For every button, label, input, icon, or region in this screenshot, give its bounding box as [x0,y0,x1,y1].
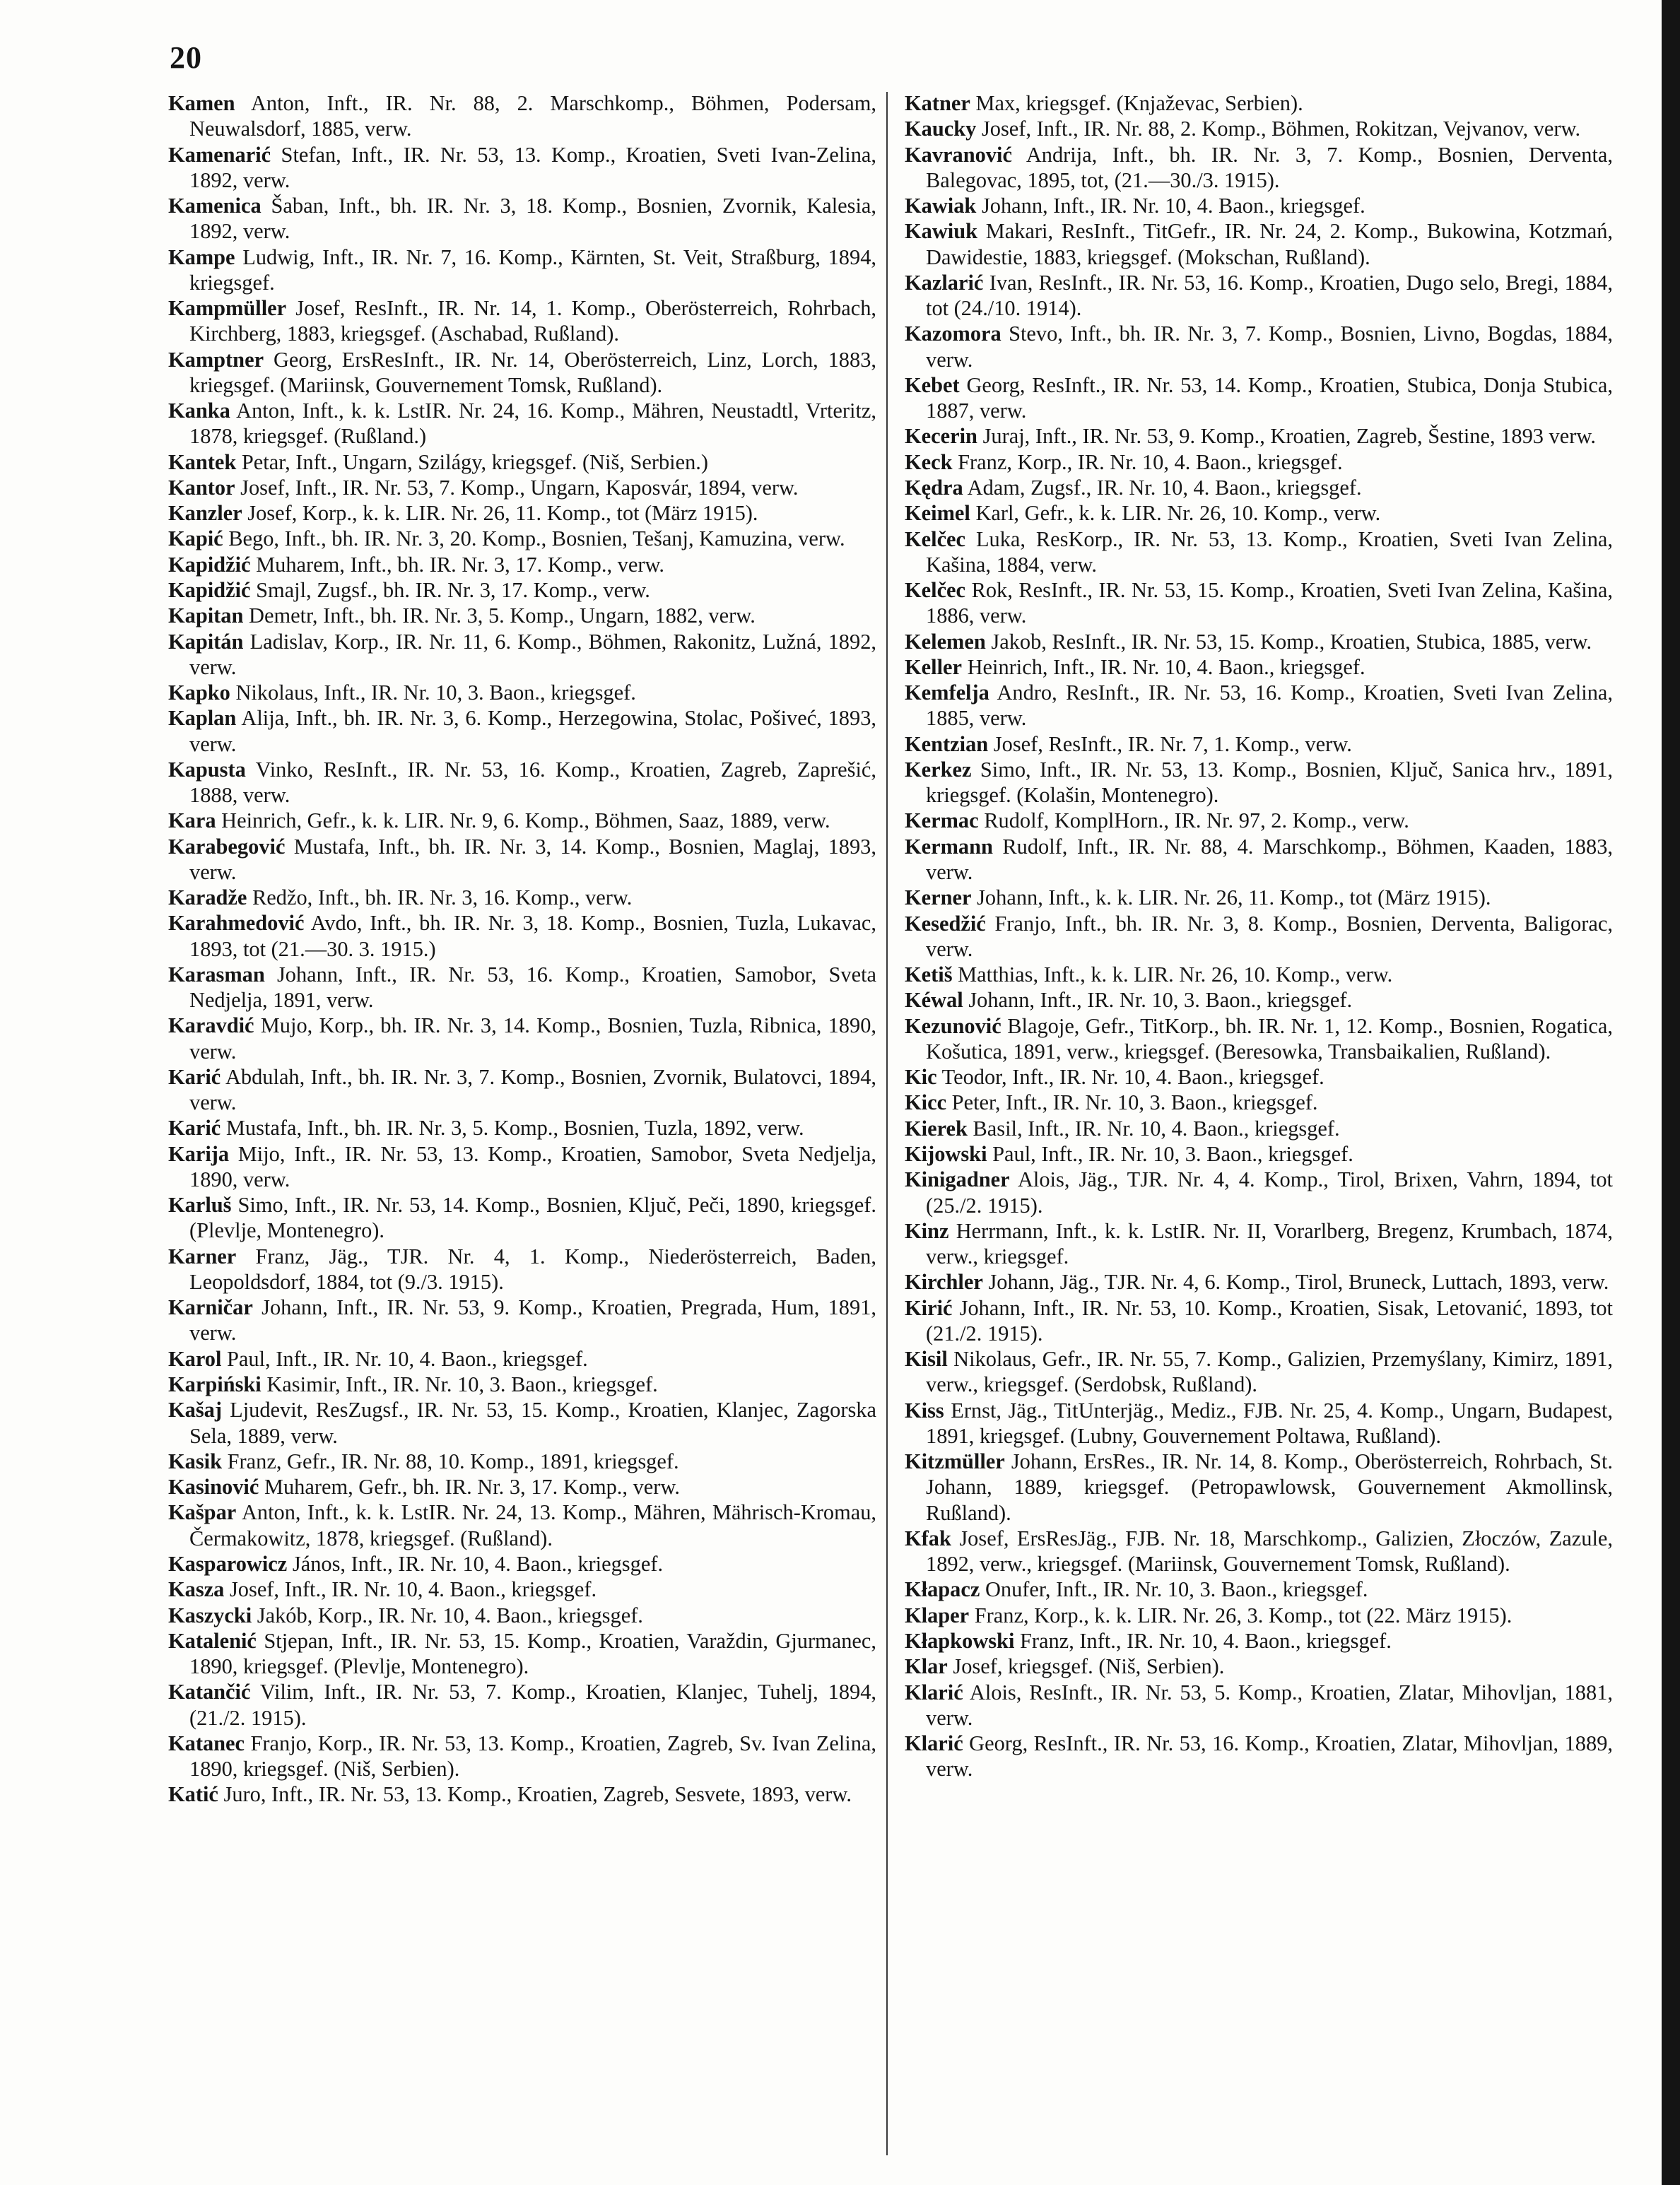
entry-details: Franz, Korp., IR. Nr. 10, 4. Baon., kriegsgef. [958,449,1343,474]
register-entry [168,757,876,808]
register-entry [168,449,876,475]
entry-details: Josef, kriegsgef. (Niš, Serbien). [953,1654,1225,1679]
register-entry [905,1218,1613,1269]
entry-details: Franjo, Inft., bh. IR. Nr. 3, 8. Komp., Bosnien, Derventa, Baligorac, verw. [926,911,1613,961]
entry-details: Juraj, Inft., IR. Nr. 53, 9. Komp., Kroatien, Zagreb, Šestine, 1893 verw. [982,424,1596,449]
register-entry [905,321,1613,372]
entry-surname: Kinz [905,1218,949,1243]
entry-details: Rudolf, Inft., IR. Nr. 88, 4. Marschkomp., Böhmen, Kaaden, 1883, verw. [926,834,1613,884]
entry-surname: Karija [168,1141,230,1166]
entry-surname: Karić [168,1116,221,1141]
register-entry [905,1654,1613,1679]
entry-details: Abdulah, Inft., bh. IR. Nr. 3, 7. Komp., Bosnien, Zvornik, Bulatovci, 1894, verw. [189,1064,876,1115]
entry-surname: Keck [905,449,953,474]
entry-details: Kasimir, Inft., IR. Nr. 10, 3. Baon., kriegsgef. [266,1372,658,1397]
entry-details: Johann, Inft., IR. Nr. 53, 10. Komp., Kroatien, Sisak, Letovanić, 1893, tot (21./2. 1915). [926,1295,1613,1345]
page-number: 20 [170,40,202,75]
entry-details: Luka, ResKorp., IR. Nr. 53, 13. Komp., Kroatien, Sveti Ivan Zelina, Kašina, 1884, verw. [926,526,1613,577]
entry-surname: Kawiak [905,194,977,218]
register-entry [905,1116,1613,1141]
entry-details: Bego, Inft., bh. IR. Nr. 3, 20. Komp., Bosnien, Tešanj, Kamuzina, verw. [228,526,845,551]
entry-surname: Kłapkowski [905,1628,1015,1653]
register-entry [168,1295,876,1345]
entry-details: Šaban, Inft., bh. IR. Nr. 3, 18. Komp., Bosnien, Zvornik, Kalesia, 1892, verw. [189,194,876,244]
entry-surname: Klar [905,1654,948,1679]
entry-surname: Kasik [168,1449,223,1473]
entry-details: Johann, Inft., IR. Nr. 10, 3. Baon., kriegsgef. [968,988,1353,1013]
entry-surname: Kazlarić [905,270,984,295]
entry-surname: Kelčec [905,578,966,603]
register-entry [905,987,1613,1013]
register-entry [905,1731,1613,1781]
entry-details: Onufer, Inft., IR. Nr. 10, 3. Baon., kriegsgef. [985,1577,1368,1602]
entry-details: Jakób, Korp., IR. Nr. 10, 4. Baon., kriegsgef. [257,1603,643,1627]
entry-surname: Kapić [168,526,223,551]
register-entry [905,1628,1613,1654]
entry-surname: Kiss [905,1398,944,1423]
register-entry [905,116,1613,141]
entry-details: Ljudevit, ResZugsf., IR. Nr. 53, 15. Komp., Kroatien, Klanjec, Zagorska Sela, 1889, verw. [189,1398,876,1448]
entry-details: Rok, ResInft., IR. Nr. 53, 15. Komp., Kroatien, Sveti Ivan Zelina, Kašina, 1886, verw. [926,578,1613,628]
register-entry [168,1013,876,1064]
entry-details: Simo, Inft., IR. Nr. 53, 14. Komp., Bosnien, Ključ, Peči, 1890, kriegsgef. (Plevlje, Montenegro). [189,1193,876,1243]
entry-details: Johann, Inft., k. k. LIR. Nr. 26, 11. Komp., tot (März 1915). [977,885,1491,910]
entry-details: Rudolf, KomplHorn., IR. Nr. 97, 2. Komp., verw. [984,808,1409,833]
register-entry [168,1192,876,1243]
entry-details: János, Inft., IR. Nr. 10, 4. Baon., kriegsgef. [292,1551,664,1576]
entry-surname: Kerkez [905,757,972,782]
register-entry [168,1449,876,1474]
entry-surname: Kitzmüller [905,1449,1005,1474]
register-entry [168,577,876,603]
entry-surname: Kamenica [168,194,262,218]
register-entry [905,1013,1613,1064]
entry-details: Andrija, Inft., bh. IR. Nr. 3, 7. Komp., Bosnien, Derventa, Balegovac, 1895, tot, (21.—30./3. 1915). [926,142,1613,192]
entry-surname: Kazomora [905,322,1001,346]
register-entry [905,1167,1613,1218]
entry-details: Juro, Inft., IR. Nr. 53, 13. Komp., Kroatien, Zagreb, Sesvete, 1893, verw. [223,1782,852,1807]
entry-surname: Kawiuk [905,219,978,244]
entry-surname: Kentzian [905,731,989,756]
entry-surname: Kelemen [905,629,986,654]
entry-surname: Kapusta [168,757,246,782]
register-entry [168,1346,876,1372]
register-entry [905,731,1613,757]
entry-surname: Keller [905,654,962,679]
entry-details: Franjo, Korp., IR. Nr. 53, 13. Komp., Kroatien, Zagreb, Sv. Ivan Zelina, 1890, kriegsgef. (Niš, Serbien). [189,1731,876,1781]
register-entry [168,398,876,449]
register-entry [905,1603,1613,1628]
register-entry [168,295,876,346]
entry-details: Alija, Inft., bh. IR. Nr. 3, 6. Komp., Herzegowina, Stolac, Pošiveć, 1893, verw. [189,706,876,756]
register-entry [168,475,876,500]
register-entry [905,1090,1613,1115]
entry-surname: Karol [168,1346,222,1371]
entry-details: Muharem, Gefr., bh. IR. Nr. 3, 17. Komp., verw. [264,1475,680,1500]
entry-surname: Kamptner [168,347,264,372]
entry-surname: Kemfelja [905,681,989,705]
register-entry [168,1372,876,1397]
register-entry [168,629,876,680]
entry-surname: Kelčec [905,526,966,551]
entry-surname: Karluš [168,1193,232,1218]
entry-details: Josef, Inft., IR. Nr. 53, 7. Komp., Ungarn, Kaposvár, 1894, verw. [240,475,799,500]
entry-surname: Kaucky [905,117,977,141]
register-entry [905,500,1613,526]
entry-details: Redžo, Inft., bh. IR. Nr. 3, 16. Komp., verw. [252,885,633,910]
entry-details: Stefan, Inft., IR. Nr. 53, 13. Komp., Kroatien, Sveti Ivan-Zelina, 1892, verw. [189,142,876,192]
entry-details: Franz, Inft., IR. Nr. 10, 4. Baon., kriegsgef. [1020,1628,1392,1653]
entry-surname: Kfak [905,1526,951,1550]
register-entry [905,1064,1613,1090]
entry-surname: Kaszycki [168,1603,252,1627]
entry-details: Alois, Jäg., TJR. Nr. 4, 4. Komp., Tirol, Brixen, Vahrn, 1894, tot (25./2. 1915). [926,1167,1614,1218]
entry-surname: Kavranović [905,142,1012,167]
register-entry [168,500,876,526]
register-entry [168,1500,876,1550]
entry-details: Mijo, Inft., IR. Nr. 53, 13. Komp., Kroatien, Samobor, Sveta Nedjelja, 1890, verw. [189,1141,876,1191]
entry-surname: Karabegović [168,834,286,859]
entry-surname: Klarić [905,1731,963,1756]
register-entry [168,1115,876,1141]
register-entry [168,1064,876,1115]
register-entry [905,526,1613,577]
register-entry [168,910,876,961]
register-entry [905,577,1613,628]
register-entry [905,372,1613,423]
register-entry [905,90,1613,116]
entry-details: Stevo, Inft., bh. IR. Nr. 3, 7. Komp., Bosnien, Livno, Bogdas, 1884, verw. [926,322,1613,372]
entry-details: Mustafa, Inft., bh. IR. Nr. 3, 5. Komp., Bosnien, Tuzla, 1892, verw. [225,1116,804,1141]
entry-surname: Kezunović [905,1013,1001,1038]
register-entry [168,885,876,910]
entry-surname: Kara [168,808,216,833]
entry-details: Simo, Inft., IR. Nr. 53, 13. Komp., Bosnien, Ključ, Sanica hrv., 1891, kriegsgef. (Kolašin, Montenegro). [926,757,1613,808]
register-entry [168,705,876,756]
entry-surname: Kapko [168,681,230,705]
register-entry [905,885,1613,910]
register-entry [905,654,1613,680]
register-entry [905,142,1613,193]
register-entry [905,1577,1613,1602]
entry-details: Josef, ErsResJäg., FJB. Nr. 18, Marschkomp., Galizien, Złoczów, Zazule, 1892, verw., kriegsgef. (Mariinsk, Gouvernement Tomsk, Rußland). [926,1526,1613,1577]
register-entry [168,1244,876,1295]
register-entry [168,1679,876,1730]
entry-surname: Kašaj [168,1398,222,1423]
register-entry [168,680,876,705]
entry-details: Nikolaus, Inft., IR. Nr. 10, 3. Baon., kriegsgef. [235,681,636,705]
entry-details: Georg, ResInft., IR. Nr. 53, 14. Komp., Kroatien, Stubica, Donja Stubica, 1887, verw. [926,372,1613,423]
entry-details: Josef, ResInft., IR. Nr. 14, 1. Komp., Oberösterreich, Rohrbach, Kirchberg, 1883, kriegsgef. (Aschabad, Rußland). [189,296,876,346]
column-divider [886,92,888,2155]
entry-surname: Kecerin [905,424,977,449]
entry-details: Muharem, Inft., bh. IR. Nr. 3, 17. Komp., verw. [256,552,665,577]
register-entry [168,552,876,577]
entry-details: Avdo, Inft., bh. IR. Nr. 3, 18. Komp., Bosnien, Tuzla, Lukavac, 1893, tot (21.—30. 3. 1915.) [189,911,876,961]
entry-details: Mustafa, Inft., bh. IR. Nr. 3, 14. Komp., Bosnien, Maglaj, 1893, verw. [189,834,876,884]
entry-surname: Kapidžić [168,577,251,602]
register-entry [168,1474,876,1500]
entry-surname: Karavdić [168,1013,254,1038]
register-entry [905,629,1613,654]
entry-surname: Kasinović [168,1475,259,1500]
entry-surname: Kerner [905,885,972,910]
register-entry [905,1449,1613,1526]
entry-details: Demetr, Inft., bh. IR. Nr. 3, 5. Komp., Ungarn, 1882, verw. [249,603,756,628]
entry-details: Johann, Inft., IR. Nr. 53, 9. Komp., Kroatien, Pregrada, Hum, 1891, verw. [189,1295,876,1345]
entry-details: Anton, Inft., k. k. LstIR. Nr. 24, 13. Komp., Mähren, Mährisch-Kromau, Čermakowitz, 1878, kriegsgef. (Rußland). [189,1500,877,1550]
register-entry [168,90,876,141]
entry-details: Georg, ResInft., IR. Nr. 53, 16. Komp., Kroatien, Zlatar, Mihovljan, 1889, verw. [926,1731,1613,1781]
entry-details: Anton, Inft., IR. Nr. 88, 2. Marschkomp., Böhmen, Podersam, Neuwalsdorf, 1885, verw. [189,91,876,141]
entry-details: Ivan, ResInft., IR. Nr. 53, 16. Komp., Kroatien, Dugo selo, Bregi, 1884, tot (24./10. 1914). [926,270,1613,321]
register-entry [905,270,1613,321]
entry-surname: Kermann [905,834,993,859]
entry-details: Franz, Korp., k. k. LIR. Nr. 26, 3. Komp., tot (22. März 1915). [974,1603,1512,1627]
register-entry [168,808,876,833]
register-entry [905,1295,1613,1346]
entry-details: Andro, ResInft., IR. Nr. 53, 16. Komp., Kroatien, Sveti Ivan Zelina, 1885, verw. [926,681,1613,731]
register-entry [905,218,1613,269]
register-entry [168,834,876,885]
entry-surname: Karadže [168,885,247,910]
entry-details: Max, kriegsgef. (Knjaževac, Serbien). [975,91,1303,115]
entry-surname: Karničar [168,1295,253,1320]
entry-details: Johann, Jäg., TJR. Nr. 4, 6. Komp., Tirol, Bruneck, Luttach, 1893, verw. [988,1270,1609,1295]
entry-details: Georg, ErsResInft., IR. Nr. 14, Oberösterreich, Linz, Lorch, 1883, kriegsgef. (Mariinsk, Gouvernement Tomsk, Rußland). [189,347,876,397]
entry-details: Heinrich, Gefr., k. k. LIR. Nr. 9, 6. Komp., Böhmen, Saaz, 1889, verw. [221,808,830,833]
entry-surname: Kanka [168,399,230,423]
register-entry [905,1526,1613,1577]
entry-details: Petar, Inft., Ungarn, Szilágy, kriegsgef. (Niš, Serbien.) [241,449,709,474]
register-entry [905,475,1613,500]
entry-surname: Kebet [905,372,960,397]
entry-surname: Kłapacz [905,1577,980,1602]
entry-surname: Kirić [905,1295,953,1320]
entry-details: Anton, Inft., k. k. LstIR. Nr. 24, 16. Komp., Mähren, Neustadtl, Vrteritz, 1878, kriegsgef. (Rußland.) [189,399,877,449]
entry-details: Matthias, Inft., k. k. LIR. Nr. 26, 10. Komp., verw. [958,962,1393,987]
register-entry [168,347,876,398]
entry-details: Teodor, Inft., IR. Nr. 10, 4. Baon., kriegsgef. [941,1065,1324,1090]
register-entry [905,1346,1613,1397]
register-entry [905,757,1613,808]
entry-details: Ludwig, Inft., IR. Nr. 7, 16. Komp., Kärnten, St. Veit, Straßburg, 1894, kriegsgef. [189,245,876,295]
register-entry [168,1577,876,1602]
entry-surname: Kinigadner [905,1167,1010,1192]
register-entry [168,1781,876,1807]
entry-surname: Kantor [168,475,235,500]
entry-surname: Ketiš [905,962,953,987]
entry-surname: Kicc [905,1090,947,1115]
entry-surname: Kamen [168,91,235,115]
entry-details: Josef, ResInft., IR. Nr. 7, 1. Komp., verw. [993,731,1352,756]
entry-details: Franz, Gefr., IR. Nr. 88, 10. Komp., 1891, kriegsgef. [227,1449,679,1473]
entry-surname: Kasza [168,1577,225,1602]
entry-surname: Kermac [905,808,979,833]
entry-surname: Karpiński [168,1372,262,1397]
entry-surname: Klaper [905,1603,970,1627]
entry-details: Peter, Inft., IR. Nr. 10, 3. Baon., kriegsgef. [951,1090,1318,1115]
entry-details: Karl, Gefr., k. k. LIR. Nr. 26, 10. Komp., verw. [975,501,1381,526]
entry-details: Blagoje, Gefr., TitKorp., bh. IR. Nr. 1, 12. Komp., Bosnien, Rogatica, Košutica, 1891, verw., kriegsgef. (Beresowka, Transbaikalien, Rußland). [926,1013,1613,1064]
register-entry [905,834,1613,885]
entry-details: Vilim, Inft., IR. Nr. 53, 7. Komp., Kroatien, Klanjec, Tuhelj, 1894, (21./2. 1915). [189,1680,876,1730]
entry-surname: Katić [168,1782,218,1807]
scan-border-edge [1662,0,1680,2185]
register-entry [905,193,1613,218]
right-column [905,90,1613,1782]
entry-surname: Kapitan [168,603,244,628]
entry-details: Franz, Jäg., TJR. Nr. 4, 1. Komp., Niederösterreich, Baden, Leopoldsdorf, 1884, tot (9./3. 1915). [189,1244,876,1294]
entry-details: Stjepan, Inft., IR. Nr. 53, 15. Komp., Kroatien, Varaždin, Gjurmanec, 1890, kriegsgef. (Plevlje, Montenegro). [189,1628,877,1679]
entry-details: Mujo, Korp., bh. IR. Nr. 3, 14. Komp., Bosnien, Tuzla, Ribnica, 1890, verw. [189,1013,876,1064]
entry-details: Makari, ResInft., TitGefr., IR. Nr. 24, 2. Komp., Bukowina, Kotzmań, Dawidestie, 1883, kriegsgef. (Mokschan, Rußland). [926,219,1613,269]
register-entry [905,1680,1613,1731]
register-entry [168,142,876,193]
entry-details: Josef, Inft., IR. Nr. 10, 4. Baon., kriegsgef. [229,1577,597,1602]
register-entry [168,526,876,551]
register-entry [168,193,876,244]
entry-details: Ladislav, Korp., IR. Nr. 11, 6. Komp., Böhmen, Rakonitz, Lužná, 1892, verw. [189,629,876,679]
register-entry [168,1397,876,1448]
entry-surname: Kamenarić [168,142,271,167]
entry-surname: Karahmedović [168,911,305,936]
register-entry [168,962,876,1013]
entry-surname: Kierek [905,1116,968,1141]
entry-surname: Kampmüller [168,296,287,320]
register-entry [168,1603,876,1628]
entry-surname: Kéwal [905,988,963,1013]
entry-surname: Kantek [168,449,237,474]
entry-details: Josef, Korp., k. k. LIR. Nr. 26, 11. Komp., tot (März 1915). [247,501,758,526]
entry-surname: Kędra [905,475,963,500]
register-entry [905,423,1613,449]
entry-details: Johann, ErsRes., IR. Nr. 14, 8. Komp., Oberösterreich, Rohrbach, St. Johann, 1889, kriegsgef. (Petropawlowsk, Gouvernement Akmollinsk, Rußland). [926,1449,1613,1525]
entry-surname: Kapitán [168,629,244,654]
entry-details: Ernst, Jäg., TitUnterjäg., Mediz., FJB. Nr. 25, 4. Komp., Ungarn, Budapest, 1891, kriegsgef. (Lubny, Gouvernement Poltawa, Rußland). [926,1398,1613,1448]
register-entry [168,1731,876,1781]
entry-surname: Kijowski [905,1142,987,1167]
entry-details: Vinko, ResInft., IR. Nr. 53, 16. Komp., Kroatien, Zagreb, Zaprešić, 1888, verw. [189,757,876,808]
entry-details: Jakob, ResInft., IR. Nr. 53, 15. Komp., Kroatien, Stubica, 1885, verw. [991,629,1592,654]
entry-surname: Kapidžić [168,552,251,577]
entry-details: Nikolaus, Gefr., IR. Nr. 55, 7. Komp., Galizien, Przemyślany, Kimirz, 1891, verw., kriegsgef. (Serdobsk, Rußland). [926,1347,1613,1397]
entry-details: Smajl, Zugsf., bh. IR. Nr. 3, 17. Komp., verw. [256,577,650,602]
register-entry [168,1551,876,1577]
entry-details: Paul, Inft., IR. Nr. 10, 4. Baon., kriegsgef. [227,1346,588,1371]
entry-details: Johann, Inft., IR. Nr. 10, 4. Baon., kriegsgef. [981,194,1365,218]
entry-surname: Kanzler [168,501,242,526]
entry-details: Johann, Inft., IR. Nr. 53, 16. Komp., Kroatien, Samobor, Sveta Nedjelja, 1891, verw. [189,962,876,1013]
entry-surname: Katanec [168,1731,245,1755]
register-entry [905,449,1613,475]
entry-details: Basil, Inft., IR. Nr. 10, 4. Baon., kriegsgef. [973,1116,1340,1141]
entry-details: Paul, Inft., IR. Nr. 10, 3. Baon., kriegsgef. [992,1142,1353,1167]
entry-surname: Kesedžić [905,911,986,936]
entry-details: Alois, ResInft., IR. Nr. 53, 5. Komp., Kroatien, Zlatar, Mihovljan, 1881, verw. [926,1680,1613,1730]
left-column [168,90,876,1808]
register-entry [905,680,1613,731]
entry-surname: Karić [168,1064,221,1089]
entry-surname: Kampe [168,245,235,269]
entry-surname: Klarić [905,1680,963,1704]
register-entry [168,245,876,295]
register-entry [905,1269,1613,1295]
entry-surname: Kirchler [905,1270,983,1295]
entry-details: Heinrich, Inft., IR. Nr. 10, 4. Baon., kriegsgef. [967,654,1365,679]
entry-surname: Katančić [168,1680,251,1704]
register-entry [905,1141,1613,1167]
entry-surname: Kisil [905,1347,948,1372]
entry-surname: Katalenić [168,1628,257,1653]
register-entry [905,1398,1613,1449]
register-entry [905,808,1613,833]
entry-surname: Karasman [168,962,265,987]
entry-surname: Kasparowicz [168,1551,288,1576]
entry-surname: Katner [905,91,970,115]
entry-details: Josef, Inft., IR. Nr. 88, 2. Komp., Böhmen, Rokitzan, Vejvanov, verw. [981,117,1581,141]
register-entry [168,603,876,628]
register-entry [905,911,1613,962]
entry-details: Adam, Zugsf., IR. Nr. 10, 4. Baon., kriegsgef. [967,475,1362,500]
entry-surname: Karner [168,1244,237,1268]
register-entry [168,1628,876,1679]
entry-surname: Kaplan [168,706,237,731]
register-entry [905,962,1613,987]
entry-surname: Kašpar [168,1500,237,1525]
entry-surname: Keimel [905,501,970,526]
entry-details: Herrmann, Inft., k. k. LstIR. Nr. II, Vorarlberg, Bregenz, Krumbach, 1874, verw., kriegsgef. [926,1218,1613,1269]
register-entry [168,1141,876,1192]
entry-surname: Kic [905,1065,937,1090]
